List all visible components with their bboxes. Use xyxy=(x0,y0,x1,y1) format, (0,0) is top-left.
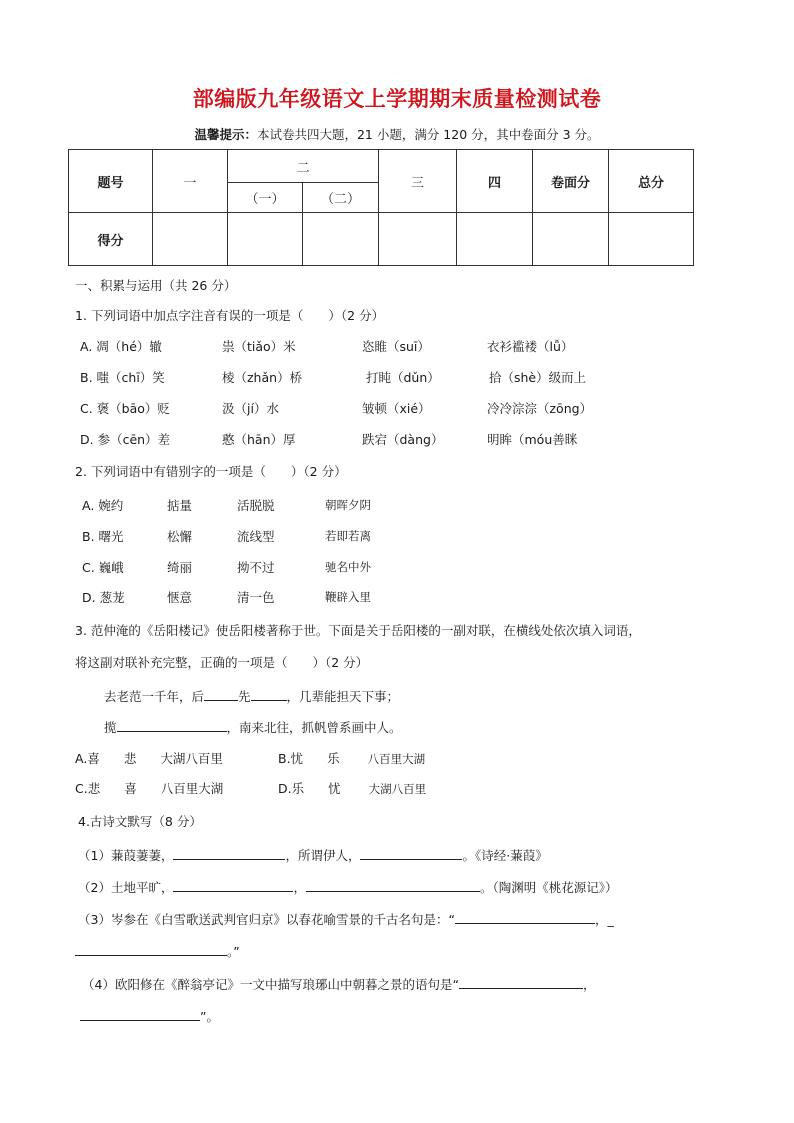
q1-option: 棱（zhǎn）桥 xyxy=(222,370,303,385)
q3-option-b xyxy=(278,749,425,767)
text: 八百里大湖 xyxy=(160,781,224,796)
q4-item-1 xyxy=(78,845,548,864)
q1-option: 汲（jí）水 xyxy=(222,401,279,416)
text: ， xyxy=(293,880,306,895)
q2-option: C. 巍峨 xyxy=(82,560,124,575)
notice xyxy=(0,125,794,143)
q2-option: A. 婉约 xyxy=(82,498,124,513)
q4-item-3-cont xyxy=(75,941,240,960)
header-2b: （二） xyxy=(303,183,379,213)
q3-stem-cont: 将这副对联补充完整，正确的一项是（ ）（2 分） xyxy=(75,655,369,670)
score-table xyxy=(68,149,694,266)
score-cell[interactable] xyxy=(303,213,379,266)
header-1: 一 xyxy=(153,150,228,213)
text: ”。 xyxy=(200,1009,219,1024)
q3-option-c xyxy=(75,779,223,797)
text: （1）蒹葭萋萋， xyxy=(78,848,174,863)
q1-option: D. 参（cēn）差 xyxy=(80,432,171,447)
q2-stem: 2. 下列词语中有错别字的一项是（ ）（2 分） xyxy=(75,464,347,479)
fill-blank[interactable] xyxy=(117,717,227,732)
header-4: 四 xyxy=(457,150,533,213)
text: 乐 xyxy=(327,751,340,766)
q2-option: B. 曙光 xyxy=(82,529,124,544)
fill-blank[interactable] xyxy=(75,941,227,956)
text: ，南来北往，抓帆曾系画中人。 xyxy=(226,720,402,735)
header-tihao: 题号 xyxy=(69,150,153,213)
text: 忧 xyxy=(328,781,341,796)
q1-option: 憨（hān）厚 xyxy=(222,432,296,447)
q1-option: 拾（shè）级而上 xyxy=(489,370,587,385)
q2-option: 绮丽 xyxy=(167,560,193,575)
text: （4）欧阳修在《醉翁亭记》一文中描写琅琊山中朝暮之景的语句是“ xyxy=(82,977,459,992)
q2-option: 驰名中外 xyxy=(325,560,371,574)
fill-blank[interactable] xyxy=(173,877,293,892)
text: 八百里大湖 xyxy=(367,752,426,766)
q4-item-4-cont xyxy=(80,1006,219,1025)
q1-option: 跌宕（dàng） xyxy=(362,432,444,447)
q2-option: 活脱脱 xyxy=(237,498,275,513)
q2-option: 流线型 xyxy=(237,529,275,544)
text: 。《诗经·蒹葭》 xyxy=(462,848,548,863)
text: 喜 xyxy=(124,781,137,796)
q2-option: 松懈 xyxy=(167,529,193,544)
q3-couplet-line1 xyxy=(104,686,399,705)
score-cell[interactable] xyxy=(379,213,457,266)
q3-option-d xyxy=(278,779,426,797)
text: （2）土地平旷， xyxy=(78,880,174,895)
score-cell[interactable] xyxy=(533,213,609,266)
text: D.乐 xyxy=(278,781,305,796)
text: 悲 xyxy=(123,751,137,766)
fill-blank[interactable] xyxy=(204,686,238,701)
header-3: 三 xyxy=(379,150,457,213)
fill-blank[interactable] xyxy=(173,845,285,860)
page-title: 部编版九年级语文上学期期末质量检测试卷 xyxy=(192,87,602,111)
q1-option: 衣衫褴褛（lǚ） xyxy=(487,339,574,354)
section-heading: 一、积累与运用（共 26 分） xyxy=(75,278,237,293)
text: （3）岑参在《白雪歌送武判官归京》以春花喻雪景的千古名句是：“ xyxy=(78,912,455,927)
q1-option: C. 褒（bāo）贬 xyxy=(80,401,170,416)
notice-label: 温馨提示： xyxy=(194,127,257,142)
text: 。（陶渊明《桃花源记》） xyxy=(479,880,618,895)
score-cell[interactable] xyxy=(457,213,533,266)
text: A.喜 xyxy=(75,751,100,766)
q1-option: 祟（tiǎo）米 xyxy=(222,339,296,354)
text: 揽 xyxy=(104,720,117,735)
score-cell[interactable] xyxy=(228,213,303,266)
notice-text: 本试卷共四大题，21 小题，满分 120 分，其中卷面分 3 分。 xyxy=(256,127,600,142)
text: ，所谓伊人， xyxy=(285,848,361,863)
q2-option: 鞭辟入里 xyxy=(325,590,371,604)
header-2a: （一） xyxy=(228,183,303,213)
fill-blank[interactable] xyxy=(459,974,583,989)
q2-option: 掂量 xyxy=(167,498,193,513)
q1-stem: 1. 下列词语中加点字注音有误的一项是（ ）（2 分） xyxy=(75,308,385,323)
text: ， xyxy=(582,977,596,992)
text: 先 xyxy=(238,689,251,704)
q3-stem: 3. 范仲淹的《岳阳楼记》使岳阳楼著称于世。下面是关于岳阳楼的一副对联，在横线处依次填入词语， xyxy=(75,623,641,638)
row-defen-label: 得分 xyxy=(69,213,153,266)
text: B.忧 xyxy=(278,751,304,766)
q3-couplet-line2 xyxy=(104,717,402,736)
q1-option: 恣睢（suī） xyxy=(362,339,430,354)
score-cell[interactable] xyxy=(609,213,694,266)
q1-option: 皱顿（xié） xyxy=(362,401,431,416)
q4-item-3 xyxy=(78,909,614,928)
header-juanmian: 卷面分 xyxy=(533,150,609,213)
q1-option: 冷冷淙淙（zōng） xyxy=(487,401,593,416)
header-2: 二 xyxy=(228,150,379,183)
q2-option: 惬意 xyxy=(167,590,193,605)
q1-option: B. 嗤（chī）笑 xyxy=(80,370,165,385)
text: 大湖八百里 xyxy=(368,782,427,796)
q1-option: 打盹（dǔn） xyxy=(366,370,440,385)
q2-option: 若即若离 xyxy=(325,529,371,543)
text: ，几辈能担天下事； xyxy=(286,689,400,704)
text: 大湖八百里 xyxy=(160,751,223,766)
fill-blank[interactable] xyxy=(360,845,462,860)
fill-blank[interactable] xyxy=(306,877,480,892)
q4-item-4 xyxy=(82,974,595,993)
text: C.悲 xyxy=(75,781,101,796)
q2-option: 清一色 xyxy=(237,590,275,605)
header-total: 总分 xyxy=(609,150,694,213)
fill-blank[interactable] xyxy=(80,1006,200,1021)
fill-blank[interactable] xyxy=(251,686,287,701)
text: 去老范一千年，后 xyxy=(104,689,205,704)
text: ，_ xyxy=(594,912,614,927)
q2-option: 拗不过 xyxy=(237,560,275,575)
q4-stem: 4.古诗文默写（8 分） xyxy=(78,814,202,829)
fill-blank[interactable] xyxy=(455,909,595,924)
text: 。” xyxy=(227,944,240,959)
q4-item-2 xyxy=(78,877,618,896)
q2-option: D. 葱茏 xyxy=(82,590,125,605)
q1-option: 明眸（móu善眯 xyxy=(487,432,578,447)
q3-option-a xyxy=(75,749,223,767)
q1-option: A. 凋（hé）辙 xyxy=(80,339,162,354)
score-cell[interactable] xyxy=(153,213,228,266)
q2-option: 朝晖夕阴 xyxy=(325,498,371,512)
